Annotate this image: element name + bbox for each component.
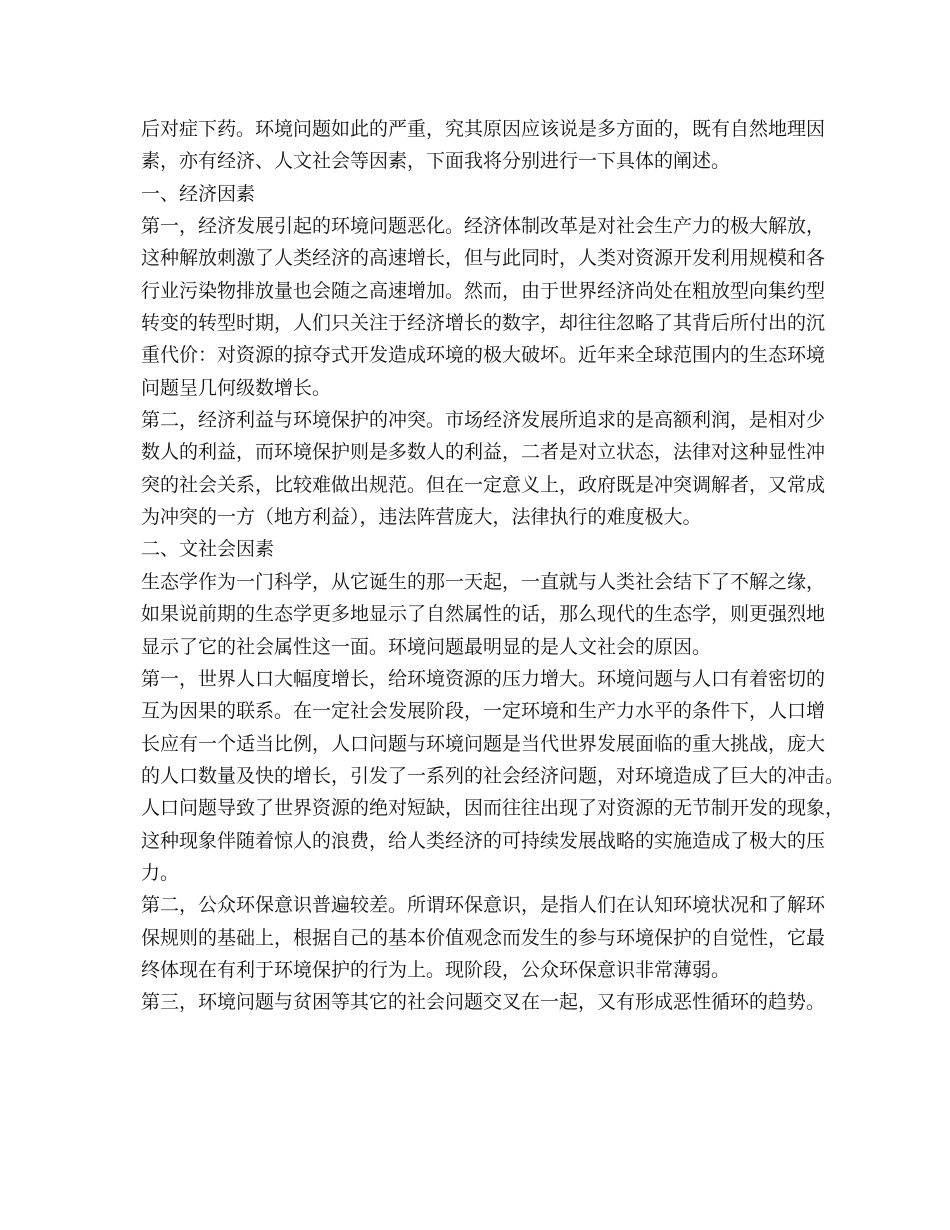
- text-line: 显示了它的社会属性这一面。环境问题最明显的是人文社会的原因。: [141, 635, 712, 658]
- section-heading: 一、经济因素: [141, 182, 256, 205]
- text-line: 第二，经济利益与环境保护的冲突。市场经济发展所追求的是高额利润，是相对少: [141, 409, 826, 432]
- text-line: 第三，环境问题与贫困等其它的社会问题交叉在一起，又有形成恶性循环的趋势。: [141, 991, 826, 1014]
- text-line: 力。: [141, 861, 180, 884]
- text-line: 终体现在有利于环境保护的行为上。现阶段，公众环保意识非常薄弱。: [141, 958, 731, 981]
- text-line: 互为因果的联系。在一定社会发展阶段，一定环境和生产力水平的条件下，人口增: [141, 700, 826, 723]
- text-line: 长应有一个适当比例，人口问题与环境问题是当代世界发展面临的重大挑战，庞大: [141, 732, 826, 755]
- text-line: 人口问题导致了世界资源的绝对短缺，因而往往出现了对资源的无节制开发的现象，: [141, 797, 845, 820]
- text-line: 行业污染物排放量也会随之高速增加。然而，由于世界经济尚处在粗放型向集约型: [141, 279, 826, 302]
- text-line: 如果说前期的生态学更多地显示了自然属性的话，那么现代的生态学，则更强烈地: [141, 603, 826, 626]
- text-line: 突的社会关系，比较难做出规范。但在一定意义上，政府既是冲突调解者，又常成: [141, 473, 826, 496]
- text-line: 问题呈几何级数增长。: [141, 376, 332, 399]
- text-line: 转变的转型时期，人们只关注于经济增长的数字，却往往忽略了其背后所付出的沉: [141, 312, 826, 335]
- text-line: 这种解放刺激了人类经济的高速增长，但与此同时，人类对资源开发利用规模和各: [141, 247, 826, 270]
- text-line: 数人的利益，而环境保护则是多数人的利益，二者是对立状态，法律对这种显性冲: [141, 441, 826, 464]
- text-line: 重代价：对资源的掠夺式开发造成环境的极大破坏。近年来全球范围内的生态环境: [141, 344, 826, 367]
- text-line: 第一，世界人口大幅度增长，给环境资源的压力增大。环境问题与人口有着密切的: [141, 667, 826, 690]
- text-line: 第一，经济发展引起的环境问题恶化。经济体制改革是对社会生产力的极大解放，: [141, 215, 826, 238]
- text-line: 后对症下药。环境问题如此的严重，究其原因应该说是多方面的，既有自然地理因: [141, 118, 826, 140]
- text-line: 的人口数量及快的增长，引发了一系列的社会经济问题，对环境造成了巨大的冲击。: [141, 764, 845, 787]
- text-line: 为冲突的一方（地方利益），违法阵营庞大，法律执行的难度极大。: [141, 506, 702, 529]
- text-line: 素，亦有经济、人文社会等因素，下面我将分别进行一下具体的阐述。: [141, 150, 731, 173]
- text-line: 这种现象伴随着惊人的浪费，给人类经济的可持续发展战略的实施造成了极大的压: [141, 829, 826, 852]
- text-line: 生态学作为一门科学，从它诞生的那一天起，一直就与人类社会结下了不解之缘，: [141, 570, 826, 593]
- section-heading: 二、文社会因素: [141, 538, 275, 561]
- document-body: [141, 113, 845, 1019]
- text-line: 保规则的基础上，根据自己的基本价值观念而发生的参与环境保护的自觉性，它最: [141, 926, 826, 949]
- text-line: 第二，公众环保意识普遍较差。所谓环保意识，是指人们在认知环境状况和了解环: [141, 894, 826, 917]
